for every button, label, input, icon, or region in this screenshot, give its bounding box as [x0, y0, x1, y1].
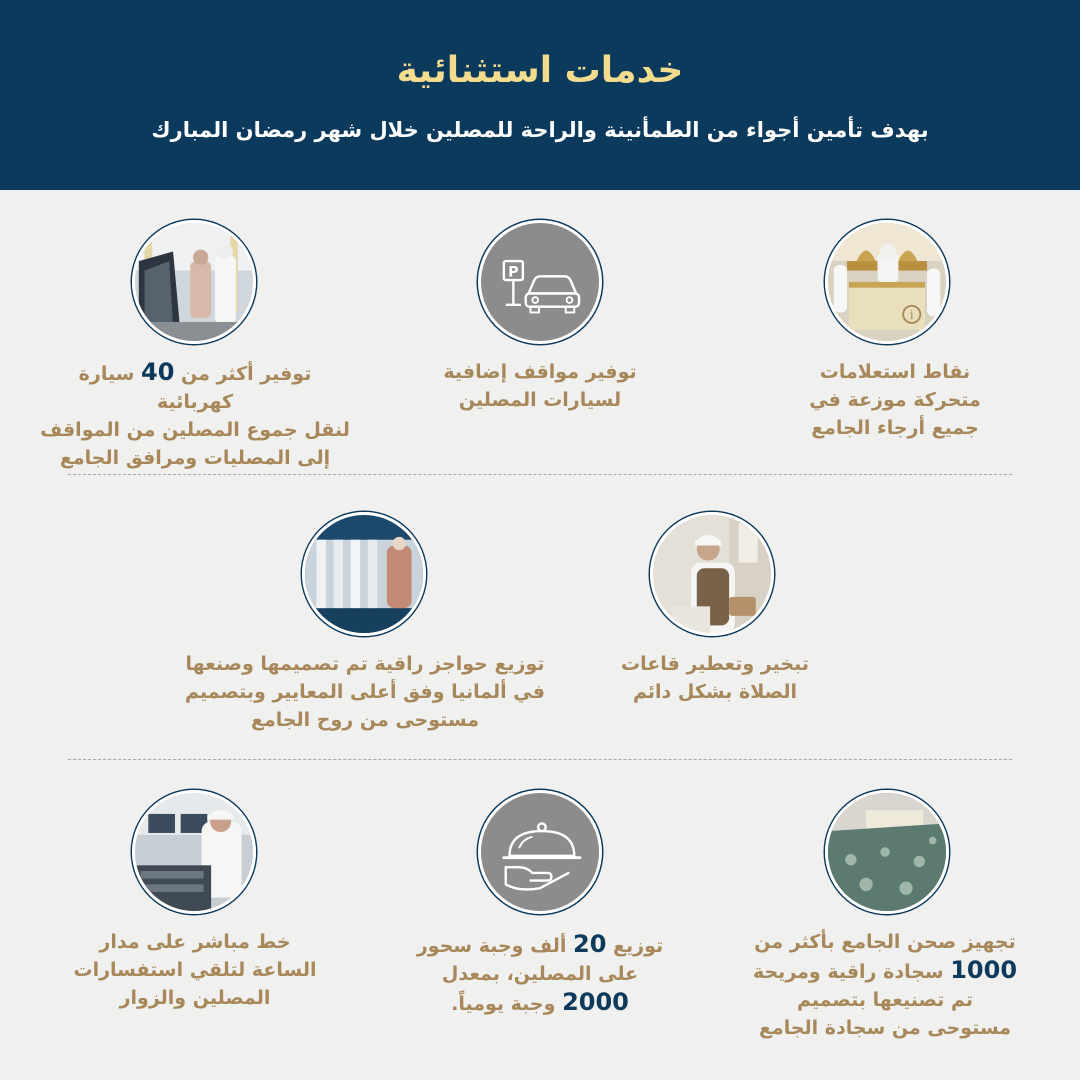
caption-barriers: توزيع حواجز راقية تم تصميمها وصنعها في ألمانيا وفق أعلى المعايير وبتصميم مستوحى من روح الجامع	[185, 653, 545, 731]
caption-suhoor-meals: توزيع 20 ألف وجبة سحور على المصلين، بمعدل 2000 وجبة يومياً.	[416, 930, 664, 1016]
svg-text:P: P	[508, 264, 519, 281]
call-center-photo	[132, 790, 256, 914]
incense-photo	[650, 512, 774, 636]
info-desk-photo	[825, 220, 949, 344]
section-divider	[68, 759, 1012, 760]
barriers-photo	[302, 512, 426, 636]
section-divider	[68, 474, 1012, 475]
caption-extra-parking: توفير مواقف إضافية لسيارات المصلين	[443, 361, 637, 411]
svg-text:i: i	[909, 308, 914, 323]
parking-car-icon	[478, 220, 602, 344]
caption-electric-cars: توفير أكثر من 40 سيارة كهربائية لنقل جموع المصلين من المواقف إلى المصليات ومرافق الجامع	[40, 358, 350, 469]
electric-cart-photo	[132, 220, 256, 344]
page-subtitle: بهدف تأمين أجواء من الطمأنينة والراحة للمصلين خلال شهر رمضان المبارك	[151, 118, 929, 142]
page-title: خدمات استثنائية	[396, 50, 684, 91]
caption-hotline: خط مباشر على مدار الساعة لتلقي استفسارات المصلين والزوار	[73, 931, 317, 1009]
food-cloche-icon	[478, 790, 602, 914]
caption-carpets: تجهيز صحن الجامع بأكثر من 1000 سجادة راقية ومريحة تم تصنيعها بتصميم مستوحى من سجادة الجامع	[752, 931, 1018, 1039]
caption-info-points: نقاط استعلامات متحركة موزعة في جميع أرجاء الجامع	[809, 361, 981, 439]
caption-incense: تبخير وتعطير قاعات الصلاة بشكل دائم	[621, 653, 809, 703]
header-banner	[0, 0, 1080, 190]
carpet-photo	[825, 790, 949, 914]
